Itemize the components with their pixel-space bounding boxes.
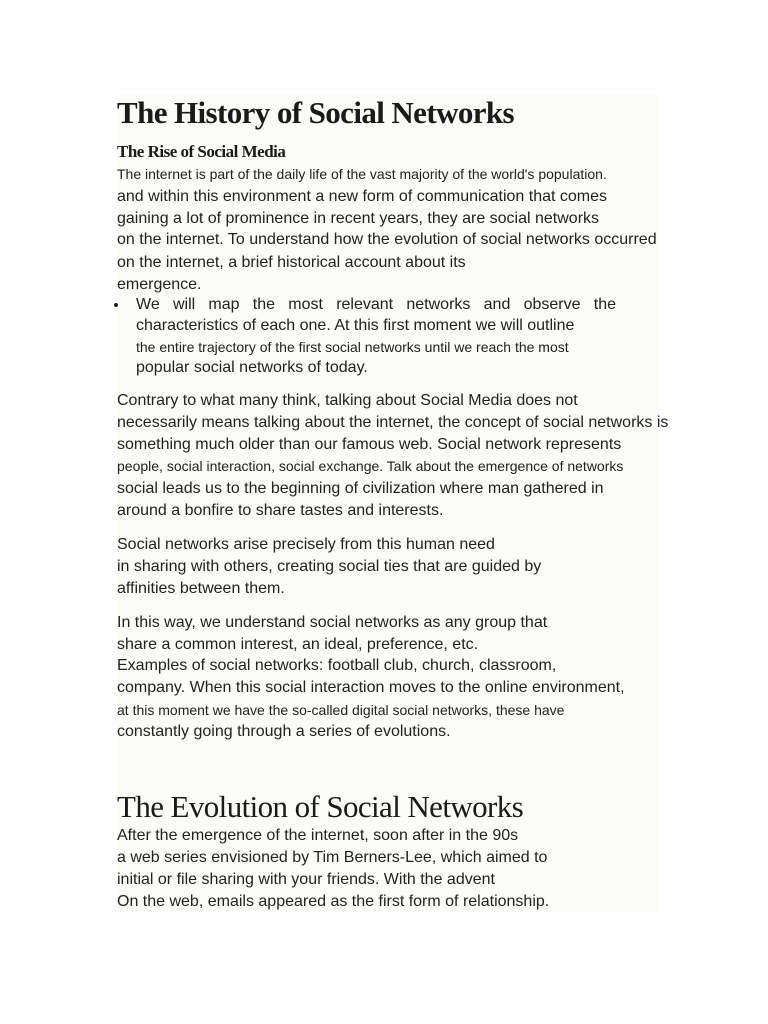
paragraph-line: people, social interaction, social exchange. Talk about the emergence of networks (117, 458, 624, 474)
section-subtitle: The Rise of Social Media (117, 142, 286, 161)
intro-line: The internet is part of the daily life of the vast majority of the world's population. (117, 166, 607, 182)
bullet-line: the entire trajectory of the first social networks until we reach the most (136, 339, 569, 355)
intro-line: gaining a lot of prominence in recent years, they are social networks (117, 210, 600, 227)
paragraph-line: in sharing with others, creating social ties that are guided by (117, 558, 542, 575)
paragraph-line: at this moment we have the so-called digital social networks, these have (117, 702, 565, 718)
paragraph-line: Examples of social networks: football club, church, classroom, (117, 657, 557, 674)
paragraph-line: affinities between them. (117, 580, 285, 597)
intro-line: on the internet. To understand how the evolution of social networks occurred (117, 231, 657, 248)
page-title: The History of Social Networks (117, 95, 515, 130)
paragraph-line: necessarily means talking about the internet, the concept of social networks is (117, 414, 669, 431)
paragraph-line: a web series envisioned by Tim Berners-Lee, which aimed to (117, 849, 548, 866)
paragraph-line: After the emergence of the internet, soon after in the 90s (117, 827, 519, 844)
paragraph-line: around a bonfire to share tastes and interests. (117, 502, 444, 519)
intro-line: emergence. (117, 276, 202, 293)
paragraph-line: On the web, emails appeared as the first form of relationship. (117, 893, 550, 910)
paragraph-line: Social networks arise precisely from this human need (117, 536, 495, 553)
paragraph-line: something much older than our famous web. Social network represents (117, 436, 622, 453)
bullet-icon (114, 303, 118, 307)
bullet-line: popular social networks of today. (136, 359, 368, 376)
paragraph-line: social leads us to the beginning of civilization where man gathered in (117, 480, 604, 497)
intro-line: on the internet, a brief historical account about its (117, 254, 466, 271)
paragraph-line: Contrary to what many think, talking about Social Media does not (117, 392, 578, 409)
intro-line: and within this environment a new form of communication that comes (117, 188, 608, 205)
paragraph-line: In this way, we understand social networks as any group that (117, 614, 548, 631)
section-heading: The Evolution of Social Networks (117, 789, 524, 824)
bullet-line: We will map the most relevant networks and observe the (136, 296, 616, 313)
bullet-line: characteristics of each one. At this first moment we will outline (136, 317, 575, 334)
paragraph-line: share a common interest, an ideal, preference, etc. (117, 636, 479, 653)
paragraph-line: constantly going through a series of evolutions. (117, 723, 451, 740)
paragraph-line: initial or file sharing with your friends. With the advent (117, 871, 495, 888)
paragraph-line: company. When this social interaction moves to the online environment, (117, 679, 625, 696)
